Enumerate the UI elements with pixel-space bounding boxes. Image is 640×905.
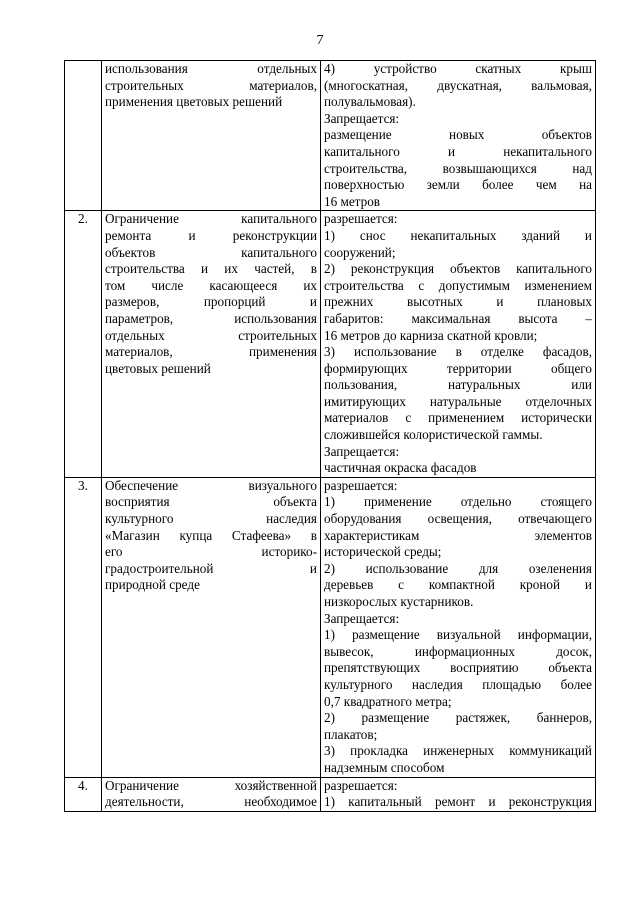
- table-row: [65, 211, 596, 478]
- requirement-line: препятствующих восприятию объекта: [324, 660, 592, 676]
- restriction-description-cell: [102, 211, 321, 478]
- requirement-line: надземным способом: [324, 759, 445, 775]
- requirement-line: 1) применение отдельно стоящего: [324, 494, 592, 510]
- requirement-line: 0,7 квадратного метра;: [324, 693, 452, 709]
- requirement-line: плакатов;: [324, 726, 378, 742]
- description-line: параметров, использования: [105, 310, 317, 326]
- requirement-line: пользования, натуральных или: [324, 377, 592, 393]
- requirement-line: 3) использование в отделке фасадов,: [324, 344, 592, 360]
- requirement-line: габаритов: максимальная высота –: [324, 310, 592, 326]
- requirements-cell: [321, 211, 596, 478]
- description-line: градостроительной и: [105, 560, 317, 576]
- requirement-line: частичная окраска фасадов: [324, 460, 477, 476]
- requirement-line: материалов с применением исторически: [324, 410, 592, 426]
- requirement-line: низкорослых кустарников.: [324, 594, 474, 609]
- requirement-line: 16 метров до карниза скатной кровли;: [324, 327, 538, 343]
- requirement-line: строительства, возвышающихся над: [324, 160, 592, 176]
- description-line: ремонта и реконструкции: [105, 227, 317, 243]
- regulations-table: [64, 60, 596, 812]
- requirement-line: вывесок, информационных досок,: [324, 643, 592, 659]
- description-line: строительных материалов,: [105, 77, 317, 93]
- requirement-line: 1) размещение визуальной информации,: [324, 627, 592, 643]
- requirement-line: 4) устройство скатных крыш: [324, 61, 592, 76]
- requirement-line: культурного наследия площадью более: [324, 676, 592, 692]
- table-row: [65, 777, 596, 811]
- row-number: 2.: [78, 211, 88, 227]
- requirement-line: 1) капитальный ремонт и реконструкция: [324, 794, 592, 810]
- requirement-line: капитального и некапитального: [324, 143, 592, 159]
- requirement-line: имитирующих натуральные отделочных: [324, 393, 592, 409]
- requirement-line: (многоскатная, двускатная, вальмовая,: [324, 77, 592, 93]
- description-line: природной среде: [105, 577, 200, 593]
- restriction-description-cell: [102, 61, 321, 211]
- row-number: 4.: [78, 777, 88, 793]
- description-line: том числе касающееся их: [105, 277, 317, 293]
- description-line: отдельных строительных: [105, 327, 317, 343]
- requirement-line: деревьев с компактной кроной и: [324, 577, 592, 593]
- requirement-line: исторической среды;: [324, 544, 442, 560]
- table-row: [65, 477, 596, 777]
- requirement-line: Запрещается:: [324, 610, 400, 626]
- description-line: использования отдельных: [105, 61, 317, 76]
- restriction-description-cell: [102, 777, 321, 811]
- requirements-cell: [321, 477, 596, 777]
- description-line: размеров, пропорций и: [105, 294, 317, 310]
- requirement-line: Запрещается:: [324, 110, 400, 126]
- requirement-line: сооружений;: [324, 244, 396, 260]
- requirement-line: оборудования освещения, отвечающего: [324, 511, 592, 527]
- table-row: [65, 61, 596, 211]
- page-number: 7: [316, 33, 324, 48]
- requirement-line: 3) прокладка инженерных коммуникаций: [324, 743, 592, 759]
- description-line: цветовых решений: [105, 360, 211, 376]
- row-number-cell: [65, 211, 102, 478]
- requirement-line: Запрещается:: [324, 443, 400, 459]
- requirement-line: строительства с допустимым изменением: [324, 277, 592, 293]
- requirement-line: 2) размещение растяжек, баннеров,: [324, 710, 592, 726]
- description-line: «Магазин купца Стафеева» в: [105, 527, 317, 543]
- row-number-cell: [65, 477, 102, 777]
- regulations-table-body: [65, 61, 596, 812]
- description-line: Ограничение капитального: [105, 211, 317, 227]
- requirements-cell: [321, 61, 596, 211]
- description-line: строительства и их частей, в: [105, 261, 317, 277]
- description-line: объектов капитального: [105, 244, 317, 260]
- requirement-line: характеристикам элементов: [324, 527, 592, 543]
- description-line: культурного наследия: [105, 511, 317, 527]
- requirement-line: полувальмовая).: [324, 94, 416, 110]
- requirement-line: формирующих территории общего: [324, 360, 592, 376]
- requirement-line: размещение новых объектов: [324, 127, 592, 143]
- description-line: деятельности, необходимое: [105, 794, 317, 810]
- description-line: применения цветовых решений: [105, 94, 283, 110]
- requirement-line: поверхностью земли более чем на: [324, 177, 592, 193]
- description-line: его историко-: [105, 544, 317, 560]
- requirement-line: сложившейся колористической гаммы.: [324, 427, 543, 443]
- requirement-line: 1) снос некапитальных зданий и: [324, 227, 592, 243]
- requirement-line: разрешается:: [324, 777, 398, 793]
- requirement-line: 2) использование для озеленения: [324, 560, 592, 576]
- restriction-description-cell: [102, 477, 321, 777]
- description-line: восприятия объекта: [105, 494, 317, 510]
- requirement-line: разрешается:: [324, 211, 398, 227]
- requirement-line: 16 метров: [324, 193, 381, 209]
- row-number-cell: [65, 61, 102, 211]
- requirement-line: прежних высотных и плановых: [324, 294, 592, 310]
- row-number-cell: [65, 777, 102, 811]
- requirement-line: разрешается:: [324, 477, 398, 493]
- row-number: 3.: [78, 477, 88, 493]
- requirement-line: 2) реконструкция объектов капитального: [324, 261, 592, 277]
- requirements-cell: [321, 777, 596, 811]
- description-line: Ограничение хозяйственной: [105, 777, 317, 793]
- description-line: Обеспечение визуального: [105, 477, 317, 493]
- description-line: материалов, применения: [105, 344, 317, 360]
